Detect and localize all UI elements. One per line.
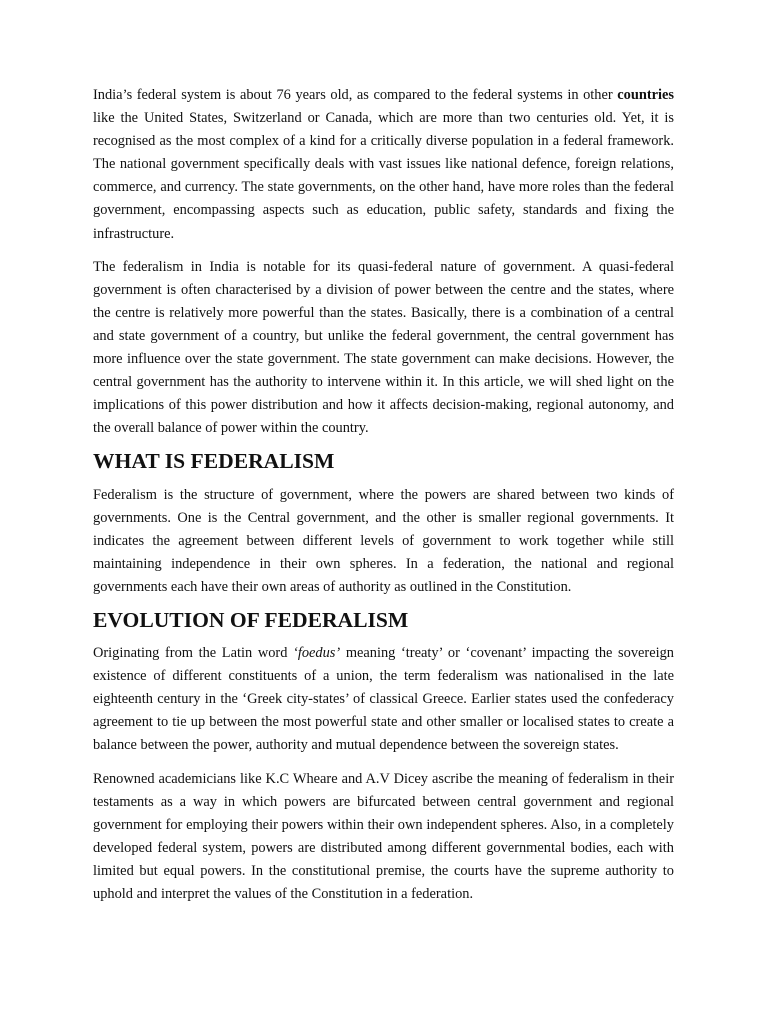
paragraph-text: India’s federal system is about 76 years old, as compared to the federal systems in other (93, 87, 618, 103)
paragraph-origin-foedus (93, 642, 674, 757)
heading-evolution-of-federalism: EVOLUTION OF FEDERALISM (93, 607, 409, 632)
paragraph-text: Originating from the Latin word (93, 645, 294, 662)
bold-word-countries: countries (617, 87, 674, 103)
paragraph-academicians: Renowned academicians like K.C Wheare and A.V Dicey ascribe the meaning of federalism in their testaments as a way in which powers are bifurcated between central government and regional government for employing their powers within their own independent spheres. Also, in a completely developed federal system, powers are distributed among different governmental bodies, each with limited but equal powers. In the constitutional premise, the courts have the supreme authority to uphold and interpret the values of the Constitution in a federation. (93, 770, 674, 902)
paragraph-text: meaning ‘treaty’ or ‘covenant’ impacting the sovereign existence of different constituents of a union, the term federalism was nationalised in the late eighteenth century in the ‘Greek city-states’ of classical Greece. Earlier states used the confederacy agreement to tie up between the most powerful state and other smaller or localised states to create a balance between the power, authority and mutual dependence between the sovereign states. (93, 645, 674, 754)
italic-word-foedus: ‘foedus’ (293, 645, 341, 662)
paragraph-text: like the United States, Switzerland or Canada, which are more than two centuries old. Yet, it is recognised as the most complex of a kind for a critically diverse population in a federal framework. The national government specifically deals with vast issues like national defence, foreign relations, commerce, and currency. The state governments, on the other hand, have more roles than the federal government, encompassing aspects such as education, public safety, standards and fixing the infrastructure. (93, 110, 674, 242)
heading-what-is-federalism: WHAT IS FEDERALISM (93, 449, 335, 474)
paragraph-federalism-definition: Federalism is the structure of government, where the powers are shared between two kinds of governments. One is the Central government, and the other is smaller regional governments. It indicates the agreement between different levels of government to work together while still maintaining independence in their own spheres. In a federation, the national and regional governments each have their own areas of authority as outlined in the Constitution. (93, 486, 674, 595)
document-page (93, 84, 674, 916)
paragraph-quasi-federal: The federalism in India is notable for its quasi-federal nature of government. A quasi-federal government is often characterised by a division of power between the centre and the states, where the centre is relatively more powerful than the states. Basically, there is a combination of a central and state government of a country, but unlike the federal government, the central government has more influence over the state government. The state government can make decisions. However, the central government has the authority to intervene within it. In this article, we will shed light on the implications of this power distribution and how it affects decision-making, regional autonomy, and the overall balance of power within the country. (93, 258, 674, 437)
paragraph-federal-system-intro (93, 84, 674, 246)
